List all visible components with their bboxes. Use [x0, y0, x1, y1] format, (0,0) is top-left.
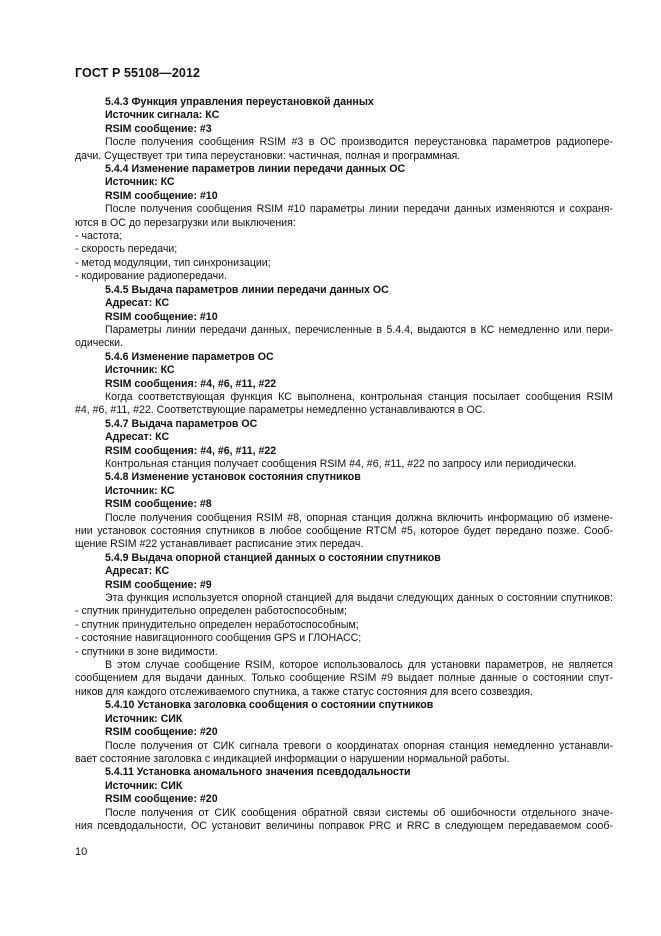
- section-field: Источник: КС: [105, 364, 175, 377]
- section-field: Источник: КС: [105, 176, 175, 189]
- list-item: - спутник принудительно определен неработоспособным;: [75, 618, 359, 631]
- paragraph-line: Эта функция используется опорной станцией для выдачи следующих данных о состоянии спутников:: [105, 592, 613, 605]
- section-field: RSIM сообщение: #8: [105, 498, 212, 511]
- page-number: 10: [75, 846, 88, 858]
- paragraph-line: щение RSIM #22 устанавливает расписание этих передач.: [75, 538, 364, 551]
- section-field: Источник сигнала: КС: [105, 109, 220, 122]
- section-field: Адресат: КС: [105, 565, 170, 578]
- list-item: - метод модуляции, тип синхронизации;: [75, 256, 271, 269]
- section-field: Источник: СИК: [105, 779, 183, 792]
- section-field: Адресат: КС: [105, 297, 170, 310]
- section-heading: 5.4.10 Установка заголовка сообщения о состоянии спутников: [105, 699, 434, 712]
- paragraph-line: Когда соответствующая функция КС выполнена, контрольная станция посылает сообщения RSIM: [105, 390, 613, 403]
- section-heading: 5.4.6 Изменение параметров ОС: [105, 350, 274, 363]
- section-field: RSIM сообщения: #4, #6, #11, #22: [105, 444, 277, 457]
- section-heading: 5.4.11 Установка аномального значения псевдодальности: [105, 766, 411, 779]
- document-header: ГОСТ Р 55108—2012: [75, 66, 201, 80]
- paragraph-line: После получения от СИК сообщения обратной связи системы об ошибочности отдельного значе-: [105, 806, 613, 819]
- list-item: - частота;: [75, 230, 123, 243]
- paragraph-line: #4, #6, #11, #22. Соответствующие параметры немедленно устанавливаются в ОС.: [75, 404, 486, 417]
- section-heading: 5.4.9 Выдача опорной станцией данных о состоянии спутников: [105, 551, 441, 564]
- list-item: - спутники в зоне видимости.: [75, 645, 218, 658]
- page-body: [75, 96, 613, 833]
- paragraph-line: ния псевдодальности, ОС установит величины поправок PRC и RRC в следующем передаваемом сооб-: [75, 819, 613, 832]
- paragraph-line: После получения сообщения RSIM #8, опорная станция должна включить информацию об измене-: [105, 511, 613, 524]
- section-field: RSIM сообщение: #20: [105, 726, 218, 739]
- paragraph-line: Контрольная станция получает сообщения RSIM #4, #6, #11, #22 по запросу или периодически.: [105, 457, 577, 470]
- paragraph-line: ников для каждого отслеживаемого спутника, а также статус состояния для всего созвездия.: [75, 685, 533, 698]
- paragraph-line: В этом случае сообщение RSIM, которое использовалось для установки параметров, не является: [105, 659, 613, 672]
- section-field: RSIM сообщения: #4, #6, #11, #22: [105, 377, 277, 390]
- section-heading: 5.4.8 Изменение установок состояния спутников: [105, 471, 361, 484]
- paragraph-line: После получения от СИК сигнала тревоги о координатах опорная станция немедленно устанавли-: [105, 739, 613, 752]
- list-item: - скорость передачи;: [75, 243, 178, 256]
- paragraph-line: одически.: [75, 337, 123, 350]
- list-item: - состояние навигационного сообщения GPS и ГЛОНАСС;: [75, 632, 362, 645]
- section-field: RSIM сообщение: #10: [105, 189, 218, 202]
- paragraph-line: ются в ОС до перезагрузки или выключения:: [75, 216, 296, 229]
- section-heading: 5.4.7 Выдача параметров ОС: [105, 417, 258, 430]
- paragraph-line: нии установок состояния спутников в любое сообщение RTCM #5, которое будет передано позже. Сооб-: [75, 525, 613, 537]
- list-item: - кодирование радиопередачи.: [75, 270, 227, 283]
- section-heading: 5.4.3 Функция управления переустановкой данных: [105, 96, 374, 108]
- paragraph-line: дачи. Существует три типа переустановки: частичная, полная и программная.: [75, 149, 461, 162]
- section-field: RSIM сообщение: #20: [105, 793, 218, 806]
- paragraph-line: После получения сообщения RSIM #3 в ОС производится переустановка параметров радиопере-: [105, 136, 613, 149]
- section-heading: 5.4.4 Изменение параметров линии передачи данных ОС: [105, 163, 406, 176]
- section-heading: 5.4.5 Выдача параметров линии передачи данных ОС: [105, 283, 389, 296]
- section-field: RSIM сообщение: #10: [105, 310, 218, 323]
- section-field: Адресат: КС: [105, 431, 170, 444]
- paragraph-line: вает состояние заголовка с индикацией информации о нарушении нормальной работы.: [75, 752, 510, 765]
- paragraph-line: Параметры линии передачи данных, перечисленные в 5.4.4, выдаются в КС немедленно или пери-: [105, 323, 613, 336]
- paragraph-line: сообщением для выдачи данных. Только сообщение RSIM #9 выдает полные данные о состоянии спут-: [75, 672, 613, 685]
- section-field: Источник: СИК: [105, 712, 183, 725]
- section-field: RSIM сообщение: #9: [105, 578, 212, 591]
- list-item: - спутник принудительно определен работоспособным;: [75, 605, 347, 618]
- paragraph-line: После получения сообщения RSIM #10 параметры линии передачи данных изменяются и сохраня-: [105, 203, 613, 216]
- section-field: RSIM сообщение: #3: [105, 122, 212, 135]
- section-field: Источник: КС: [105, 484, 175, 497]
